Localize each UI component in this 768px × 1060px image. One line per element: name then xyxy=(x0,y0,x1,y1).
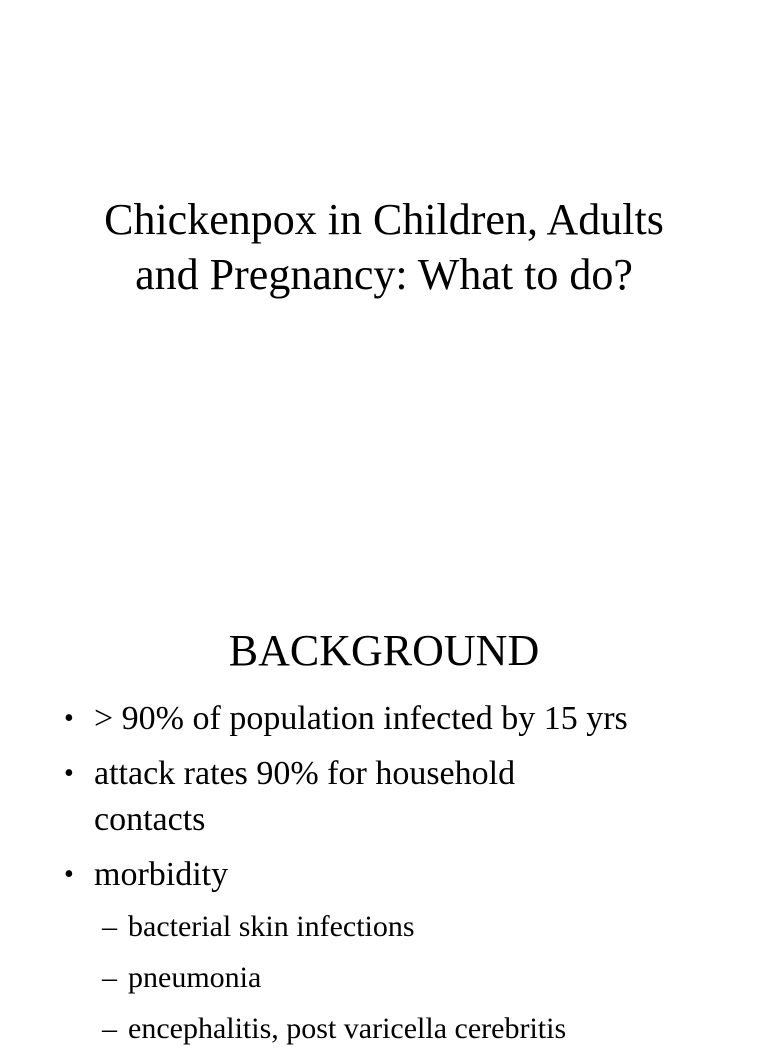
bullet-text-line-1: attack rates 90% for household xyxy=(94,755,516,792)
sub-bullet-marker: – xyxy=(102,961,117,994)
sub-bullet-item xyxy=(0,958,768,998)
sub-bullet-list xyxy=(0,907,768,1049)
bullet-marker: • xyxy=(64,859,74,890)
sub-bullet-item xyxy=(0,907,768,947)
bullet-marker: • xyxy=(64,758,74,789)
slide-background xyxy=(0,576,768,1045)
title-line-2: and Pregnancy: What to do? xyxy=(135,250,633,299)
bullet-text: morbidity xyxy=(94,856,229,893)
presentation-title xyxy=(40,192,728,302)
bullet-marker: • xyxy=(64,703,74,734)
bullet-text: > 90% of population infected by 15 yrs xyxy=(94,700,628,737)
sub-bullet-text: pneumonia xyxy=(128,961,262,994)
bullet-item xyxy=(0,852,768,898)
sub-bullet-text: bacterial skin infections xyxy=(128,910,415,943)
title-line-1: Chickenpox in Children, Adults xyxy=(104,195,664,244)
sub-bullet-group xyxy=(0,907,768,1049)
bullet-item xyxy=(0,696,768,742)
sub-bullet-marker: – xyxy=(102,1012,117,1045)
bullet-text-line-2: contacts xyxy=(94,801,206,838)
sub-bullet-text: encephalitis, post varicella cerebritis xyxy=(128,1012,567,1045)
bullet-item xyxy=(0,751,768,843)
bullet-list xyxy=(0,696,768,1060)
slide-heading: BACKGROUND xyxy=(228,626,540,675)
sub-bullet-marker: – xyxy=(102,910,117,943)
sub-bullet-item xyxy=(0,1009,768,1049)
